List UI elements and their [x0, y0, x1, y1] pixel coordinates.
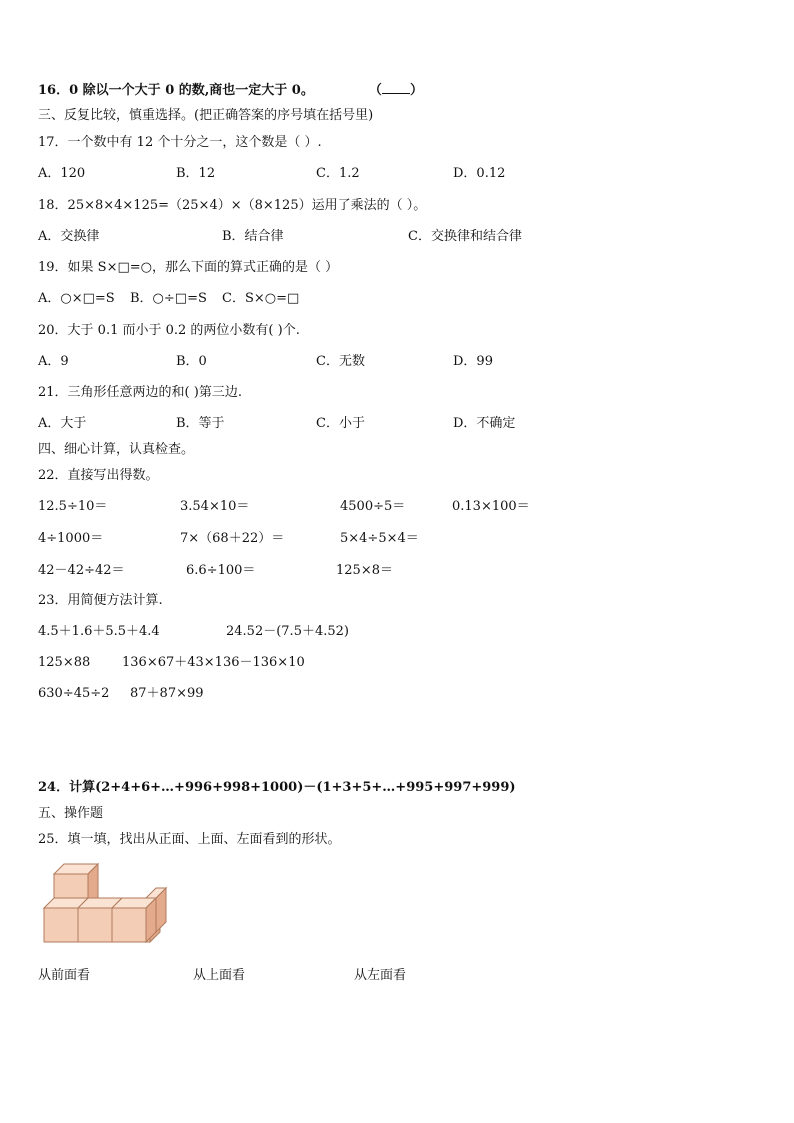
view-label-left: 从左面看 [354, 968, 407, 983]
q17-option-b[interactable]: B．12 [176, 166, 216, 181]
q20-option-a[interactable]: A．9 [38, 354, 69, 369]
q22-item: 3.54×10＝ [180, 499, 250, 514]
question-16-text: 16．0 除以一个大于 0 的数,商也一定大于 0。 [38, 83, 314, 98]
question-21: 21．三角形任意两边的和( )第三边. [38, 385, 242, 400]
question-20: 20．大于 0.1 而小于 0.2 的两位小数有( )个. [38, 323, 300, 338]
q23-item: 87＋87×99 [130, 686, 204, 701]
q23-item: 24.52－(7.5＋4.52) [226, 624, 349, 639]
q17-option-d[interactable]: D．0.12 [453, 166, 506, 181]
cube-face-front [44, 908, 78, 942]
q22-item: 42－42÷42＝ [38, 563, 125, 578]
q22-item: 0.13×100＝ [452, 499, 530, 514]
q23-item: 136×67＋43×136－136×10 [122, 655, 305, 670]
q22-item: 12.5÷10＝ [38, 499, 108, 514]
question-18: 18．25×8×4×125=（25×4）×（8×125）运用了乘法的（ ）。 [38, 198, 427, 213]
question-17: 17．一个数中有 12 个十分之一，这个数是（ ）. [38, 135, 322, 150]
question-16 [38, 81, 423, 100]
q18-option-a[interactable]: A．交换律 [38, 229, 100, 244]
q18-option-b[interactable]: B．结合律 [222, 229, 284, 244]
section-4-heading: 四、细心计算，认真检查。 [38, 442, 195, 457]
q20-option-b[interactable]: B．0 [176, 354, 207, 369]
section-5-heading: 五、操作题 [38, 806, 104, 821]
cube-face-front [78, 908, 112, 942]
section-3-heading: 三、反复比较，慎重选择。(把正确答案的序号填在括号里) [38, 108, 374, 123]
q23-item: 125×88 [38, 655, 91, 670]
q23-item: 630÷45÷2 [38, 686, 110, 701]
q17-option-c[interactable]: C．1.2 [316, 166, 360, 181]
q22-item: 4500÷5＝ [340, 499, 406, 514]
q20-option-d[interactable]: D．99 [453, 354, 493, 369]
q23-item: 4.5＋1.6＋5.5＋4.4 [38, 624, 160, 639]
q19-option-a[interactable]: A．○×□=S [38, 291, 115, 306]
cube-face-front [112, 908, 146, 942]
q17-option-a[interactable]: A．120 [38, 166, 86, 181]
view-label-front: 从前面看 [38, 968, 91, 983]
q22-item: 6.6÷100＝ [186, 563, 256, 578]
question-19: 19．如果 S×□=○，那么下面的算式正确的是（ ） [38, 260, 339, 275]
cube-stack-svg [38, 860, 178, 956]
question-25: 25．填一填，找出从正面、上面、左面看到的形状。 [38, 832, 341, 847]
question-24: 24．计算(2+4+6+…+996+998+1000)－(1+3+5+…+995+997+999) [38, 780, 516, 795]
question-23: 23．用简便方法计算. [38, 593, 163, 608]
q19-option-c[interactable]: C．S×○=□ [222, 291, 300, 306]
q19-option-b[interactable]: B．○÷□=S [130, 291, 207, 306]
q22-item: 125×8＝ [336, 563, 393, 578]
question-22: 22．直接写出得数。 [38, 468, 159, 483]
q22-item: 5×4÷5×4＝ [340, 531, 419, 546]
q21-option-d[interactable]: D．不确定 [453, 416, 516, 431]
q21-option-c[interactable]: C．小于 [316, 416, 365, 431]
view-label-top: 从上面看 [193, 968, 246, 983]
answer-paren-open: （ [368, 83, 382, 98]
q22-item: 7×（68＋22）＝ [180, 531, 285, 546]
q18-option-c[interactable]: C．交换律和结合律 [408, 229, 522, 244]
answer-blank[interactable] [382, 81, 410, 94]
q22-item: 4÷1000＝ [38, 531, 104, 546]
q21-option-b[interactable]: B．等于 [176, 416, 225, 431]
q20-option-c[interactable]: C．无数 [316, 354, 365, 369]
answer-paren-close: ） [409, 83, 423, 98]
cube-stack-figure [38, 860, 178, 956]
q21-option-a[interactable]: A．大于 [38, 416, 87, 431]
